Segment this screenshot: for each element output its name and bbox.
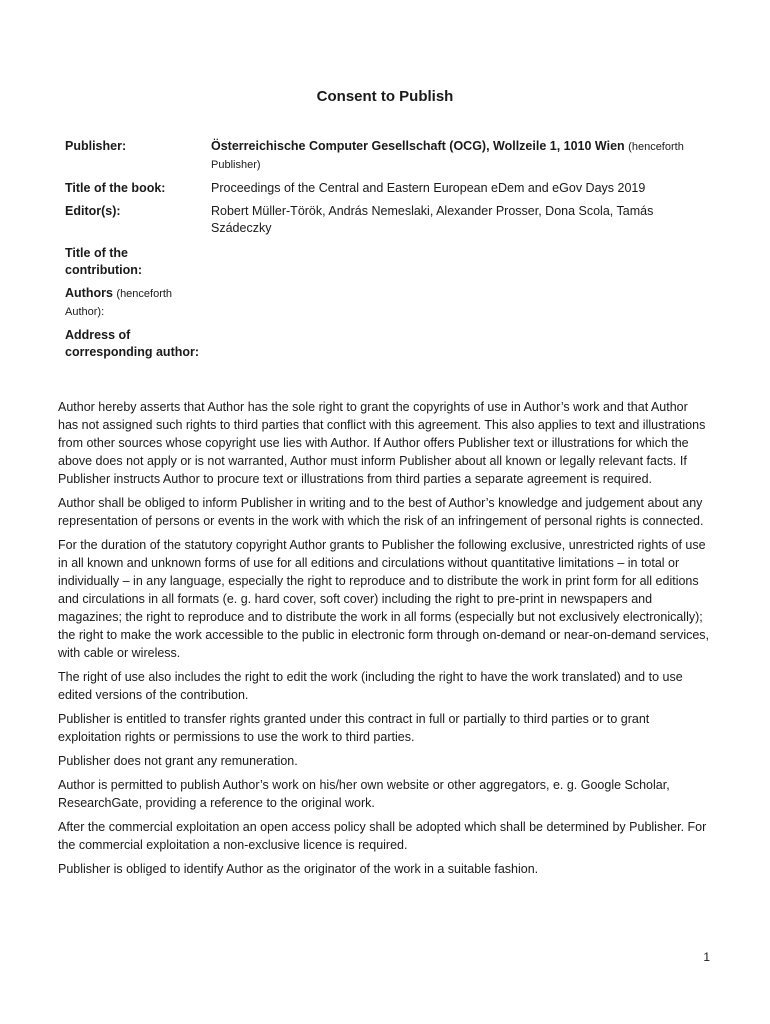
authors-note: (henceforth Author): [65,288,173,318]
editors-label: Editor(s): [65,204,121,218]
agreement-body [58,398,710,884]
authors-label: Authors [65,286,113,300]
editors-value: Robert Müller-Török, András Nemeslaki, Alexander Prosser, Dona Scola, Tamás Szádeczky [211,204,654,235]
paragraph-3: For the duration of the statutory copyright Author grants to Publisher the following exclusive, unrestricted rights of use in all known and unknown forms of use for all editions and circulations without quantitative limitations – in total or individually – in any language, especially the right to reproduce and to distribute the work in print form for all editions and circulations in all formats (e. g. hard cover, soft cover) including the right to pre-print in newspapers and magazines; the right to reproduce and to distribute the work in all forms (especially but not exclusively electronically); the right to make the work accessible to the public in electronic form through on-demand or near-on-demand services, with cable or wireless. [58,538,710,660]
authors-row [65,285,705,321]
paragraph-9: Publisher is obliged to identify Author as the originator of the work in a suitable fashion. [58,862,539,876]
contribution-value[interactable] [175,245,705,279]
publisher-row [65,138,705,174]
contribution-row [65,245,705,279]
book-value: Proceedings of the Central and Eastern European eDem and eGov Days 2019 [211,181,646,195]
metadata-table [65,138,705,367]
paragraph-1: Author hereby asserts that Author has the sole right to grant the copyrights of use in Author’s work and that Author has not assigned such rights to third parties that conflict with this agreement. This also applies to text and illustrations from other sources whose copyright use lies with Author. If Author offers Publisher text or illustrations for which the above does not apply or is not warranted, Author must inform Publisher about all known or legally relevant facts. If Publisher instructs Author to procure text or illustrations from third parties a separate agreement is required. [58,400,706,486]
document-title: Consent to Publish [316,88,454,105]
publisher-value-cell [211,138,705,174]
paragraph-6: Publisher does not grant any remuneration. [58,754,298,768]
publisher-note: (henceforth Publisher) [211,141,684,171]
contribution-label: Title of the contribution: [65,246,143,277]
address-row [65,327,705,361]
paragraph-8: After the commercial exploitation an open access policy shall be adopted which shall be determined by Publisher. For the commercial exploitation a non-exclusive licence is required. [58,820,707,852]
page-number: 1 [703,950,710,964]
paragraph-2: Author shall be obliged to inform Publisher in writing and to the best of Author’s knowledge and judgement about any representation of persons or events in the work with which the risk of an infringement of personal rights is connected. [58,496,704,528]
book-row [65,180,705,197]
paragraph-5: Publisher is entitled to transfer rights granted under this contract in full or partially to third parties or to grant exploitation rights or permissions to use the work to third parties. [58,712,650,744]
publisher-value: Österreichische Computer Gesellschaft (OCG), Wollzeile 1, 1010 Wien [211,139,625,153]
paragraph-7: Author is permitted to publish Author’s work on his/her own website or other aggregators, e. g. Google Scholar, ResearchGate, providing a reference to the original work. [58,778,670,810]
authors-label-cell [65,285,195,321]
address-value[interactable] [211,327,705,361]
editors-row [65,203,705,237]
book-label: Title of the book: [65,181,166,195]
paragraph-4: The right of use also includes the right to edit the work (including the right to have the work translated) and to use edited versions of the contribution. [58,670,683,702]
publisher-label: Publisher: [65,139,127,153]
authors-value[interactable] [195,285,705,321]
address-label: Address of corresponding author: [65,328,200,359]
